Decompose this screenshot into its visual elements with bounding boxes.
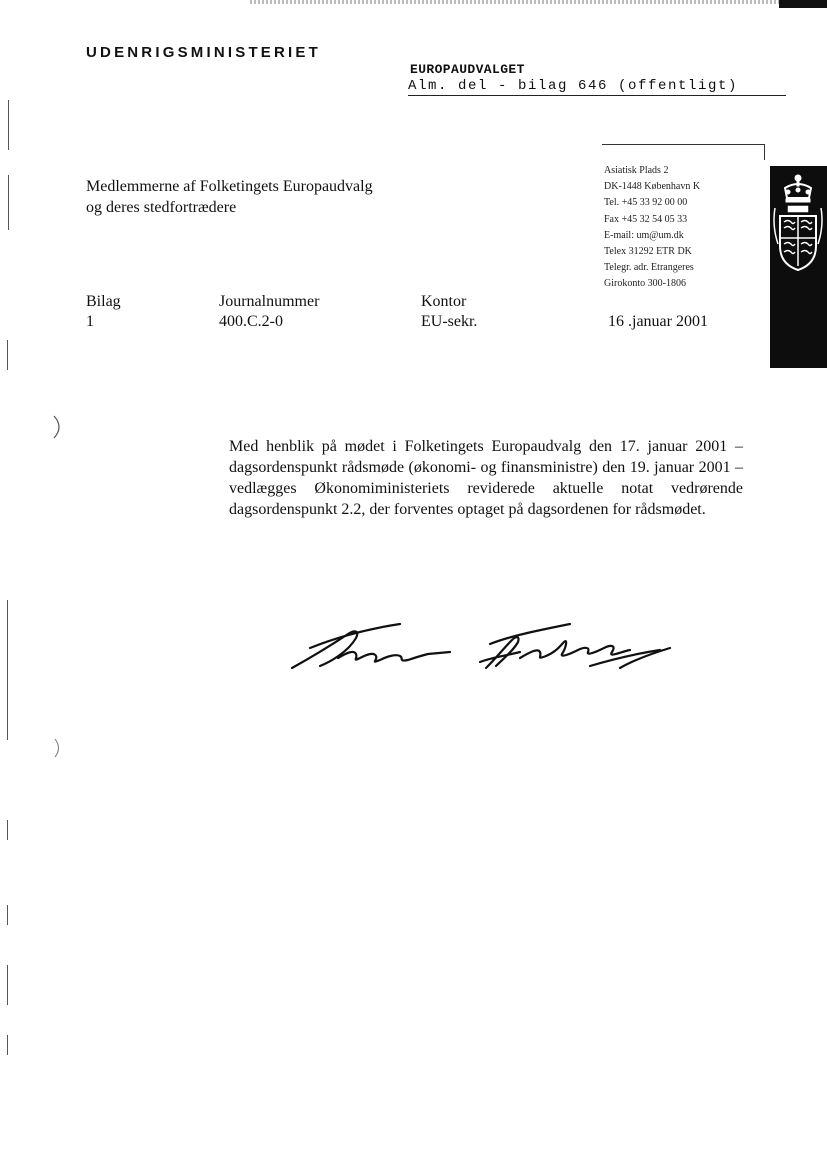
scan-margin-mark [7, 340, 8, 370]
scan-edge-bar [779, 0, 827, 8]
scan-edge-line [250, 0, 810, 4]
kontor-value: EU-sekr. [421, 313, 478, 330]
bilag-label: Bilag [86, 293, 121, 310]
journal-value: 400.C.2-0 [219, 313, 283, 330]
punch-hole-mark [48, 736, 68, 760]
address-line: Telegr. adr. Etrangeres [604, 262, 694, 274]
journal-label: Journalnummer [219, 293, 320, 310]
kontor-label: Kontor [421, 293, 467, 310]
address-line: Asiatisk Plads 2 [604, 165, 669, 176]
scan-margin-mark [8, 175, 9, 230]
address-line: DK-1448 København K [604, 181, 701, 193]
scan-margin-mark [7, 600, 8, 740]
bilag-value: 1 [86, 313, 94, 330]
scan-margin-mark [8, 100, 9, 150]
recipient-line: og deres stedfortrædere [86, 199, 237, 216]
letter-body: Med henblik på mødet i Folketingets Europaudvalg den 17. januar 2001 – dagsordenspunkt rådsmøde (økonomi- og finansministre) den 19. januar 2001 – vedlægges Økonomiministeriets reviderede aktuelle notat vedrørende dagsordenspunkt 2.2, der forventes optaget på dagsordenen for rådsmødet. [229, 438, 743, 518]
address-line: Telex 31292 ETR DK [604, 246, 692, 258]
scan-margin-mark [7, 820, 8, 840]
address-rule [602, 144, 764, 145]
scan-margin-mark [7, 905, 8, 925]
address-rule [764, 144, 765, 160]
ministry-name: UDENRIGSMINISTERIET [86, 44, 321, 61]
stamp-reference: Alm. del - bilag 646 (offentligt) [408, 78, 786, 96]
address-line: Fax +45 32 54 05 33 [604, 213, 688, 225]
royal-coat-of-arms-icon [770, 166, 827, 368]
recipient-block [86, 176, 373, 218]
address-line: E-mail: um@um.dk [604, 229, 684, 241]
recipient-line: Medlemmerne af Folketingets Europaudvalg [86, 178, 373, 195]
scan-margin-mark [7, 1035, 8, 1055]
scan-margin-mark [7, 965, 8, 1005]
address-line: Tel. +45 33 92 00 00 [604, 197, 688, 209]
handwritten-signature-icon [290, 618, 690, 688]
punch-hole-mark [40, 412, 70, 442]
letter-date: 16 .januar 2001 [608, 313, 708, 330]
stamp-committee: EUROPAUDVALGET [410, 62, 525, 77]
address-block [604, 163, 700, 293]
address-line: Girokonto 300-1806 [604, 278, 686, 290]
crest-panel [770, 166, 827, 368]
